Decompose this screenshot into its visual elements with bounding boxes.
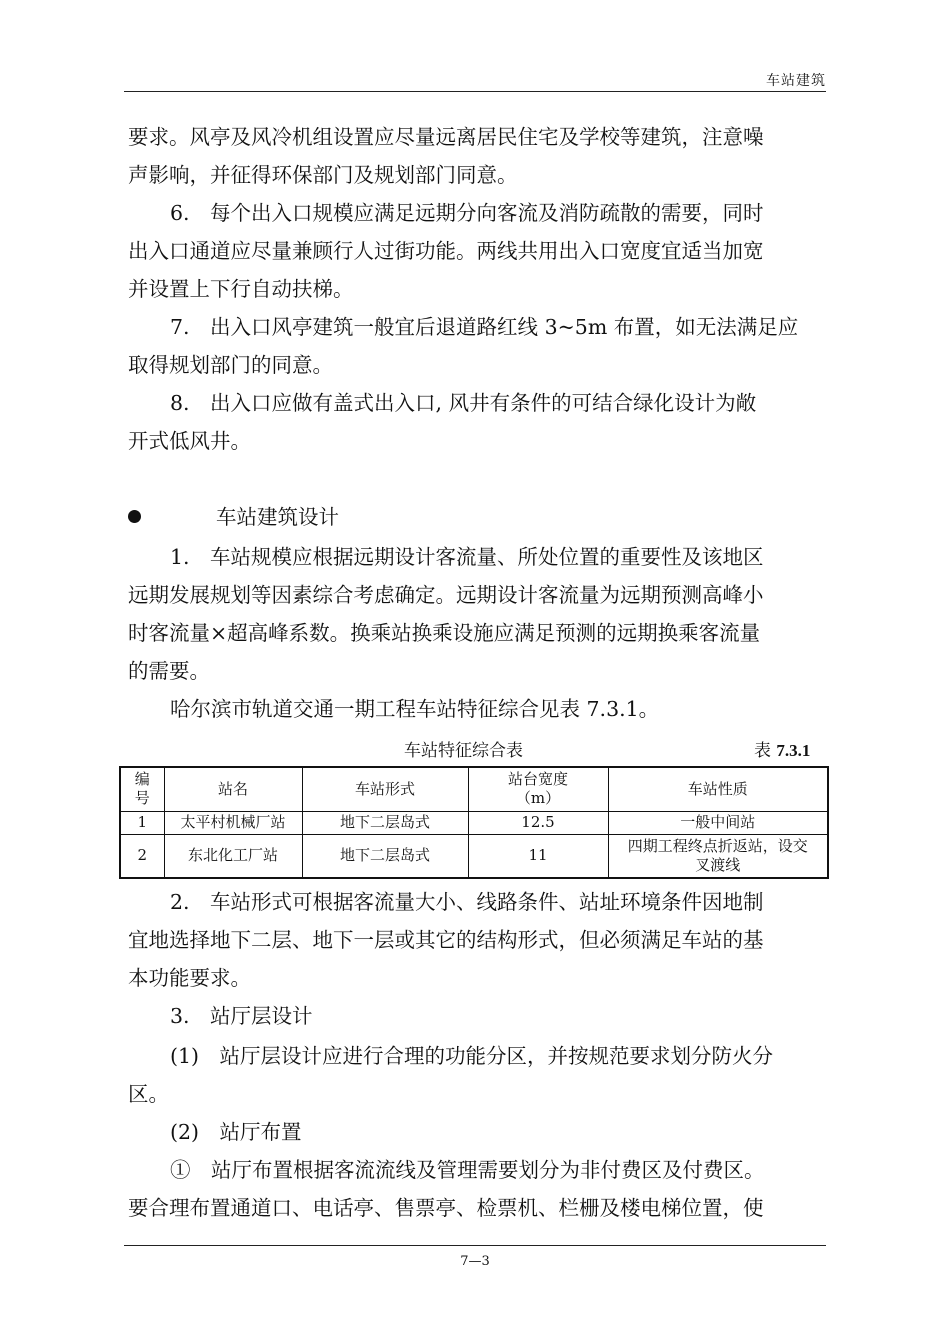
- table-cell: 东北化工厂站: [164, 834, 302, 878]
- cell-line: 四期工程终点折返站，设交: [627, 836, 808, 855]
- table-cell: [608, 834, 828, 878]
- table-cell: 12.5: [468, 811, 608, 834]
- text-line: 取得规划部门的同意。: [128, 353, 333, 377]
- header-cell-platform-width: [468, 767, 608, 811]
- header-line: （m）: [515, 789, 561, 808]
- table-number-prefix: 表: [754, 741, 777, 761]
- header-line: 站台宽度: [507, 770, 568, 789]
- text-line: 本功能要求。: [128, 966, 251, 990]
- text-line: 要求。风亭及风冷机组设置应尽量远离居民住宅及学校等建筑，注意噪: [128, 125, 764, 149]
- cell-line: 叉渡线: [695, 855, 741, 874]
- table-title: 车站特征综合表: [404, 741, 523, 761]
- table-cell: 11: [468, 834, 608, 878]
- text-line: 并设置上下行自动扶梯。: [128, 277, 354, 301]
- header-line: 编: [134, 770, 150, 789]
- text-line: (2) 站厅布置: [170, 1120, 302, 1144]
- text-line: 声影响，并征得环保部门及规划部门同意。: [128, 163, 518, 187]
- table-cell: 2: [120, 834, 164, 878]
- bullet-icon: [128, 510, 141, 523]
- table-cell: 地下二层岛式: [302, 834, 468, 878]
- table-cell: 一般中间站: [608, 811, 828, 834]
- table-row: [120, 834, 828, 878]
- text-line: 宜地选择地下二层、地下一层或其它的结构形式，但必须满足车站的基: [128, 928, 764, 952]
- station-feature-table: [119, 766, 829, 879]
- section-heading: 车站建筑设计: [216, 505, 339, 529]
- table-number: [754, 740, 810, 762]
- table-row: [120, 811, 828, 834]
- table-cell: 太平村机械厂站: [164, 811, 302, 834]
- header-cell-station-name: 站名: [164, 767, 302, 811]
- text-line: 要合理布置通道口、电话亭、售票亭、检票机、栏栅及楼电梯位置，使: [128, 1196, 764, 1220]
- text-line: 1. 车站规模应根据远期设计客流量、所处位置的重要性及该地区: [170, 545, 764, 569]
- text-line: 7. 出入口风亭建筑一般宜后退道路红线 3~5m 布置，如无法满足应: [170, 315, 799, 339]
- text-line: 8. 出入口应做有盖式出入口, 风井有条件的可结合绿化设计为敞: [170, 391, 757, 415]
- text-line: ① 站厅布置根据客流流线及管理需要划分为非付费区及付费区。: [170, 1158, 765, 1182]
- header-line: 号: [134, 789, 150, 808]
- header-cell-station-nature: 车站性质: [608, 767, 828, 811]
- header-rule: [124, 91, 826, 92]
- header-cell-station-type: 车站形式: [302, 767, 468, 811]
- table-number-value: 7.3.1: [776, 741, 811, 760]
- header-cell-number: [120, 767, 164, 811]
- text-line: 的需要。: [128, 659, 210, 683]
- text-line: 开式低风井。: [128, 429, 251, 453]
- page-number: 7—3: [460, 1254, 490, 1269]
- footer-rule: [124, 1245, 826, 1246]
- header-section-label: 车站建筑: [766, 73, 826, 89]
- text-line: 区。: [128, 1082, 169, 1106]
- table-header-row: [120, 767, 828, 811]
- text-line: 时客流量×超高峰系数。换乘站换乘设施应满足预测的远期换乘客流量: [128, 621, 761, 645]
- text-line: 出入口通道应尽量兼顾行人过街功能。两线共用出入口宽度宜适当加宽: [128, 239, 764, 263]
- table-cell: 1: [120, 811, 164, 834]
- text-line: 远期发展规划等因素综合考虑确定。远期设计客流量为远期预测高峰小: [128, 583, 764, 607]
- text-line: 哈尔滨市轨道交通一期工程车站特征综合见表 7.3.1。: [170, 697, 660, 721]
- text-line: 6. 每个出入口规模应满足远期分向客流及消防疏散的需要，同时: [170, 201, 764, 225]
- table-cell: 地下二层岛式: [302, 811, 468, 834]
- text-line: 3. 站厅层设计: [170, 1004, 313, 1028]
- text-line: 2. 车站形式可根据客流量大小、线路条件、站址环境条件因地制: [170, 890, 764, 914]
- text-line: (1) 站厅层设计应进行合理的功能分区，并按规范要求划分防火分: [170, 1044, 774, 1068]
